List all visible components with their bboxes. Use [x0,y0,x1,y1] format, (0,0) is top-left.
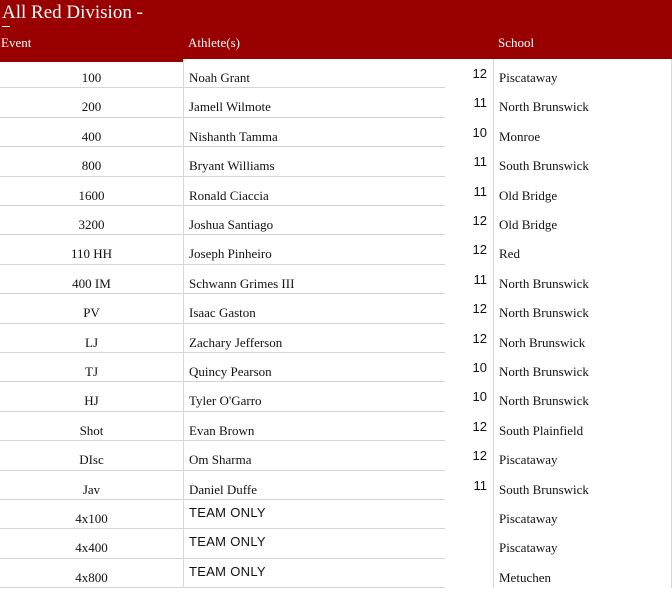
table-row [0,206,672,235]
athlete-cell: Tyler O'Garro [183,382,445,411]
table-row [0,324,672,353]
grade-cell: 11 [473,183,487,199]
table-row [0,559,672,588]
event-column-header: Event [1,35,32,50]
school-cell: North Brunswick [493,88,672,117]
table-row [0,441,672,470]
results-table [0,59,672,586]
grade-cell [445,529,493,558]
event-cell: 1600 [0,177,183,206]
event-cell: 110 HH [0,235,183,264]
grade-cell: 12 [472,242,487,258]
athlete-cell: TEAM ONLY [183,529,445,558]
table-row [0,500,672,529]
grade-cell [445,500,493,529]
title-underline [2,26,10,27]
school-cell: South Brunswick [493,471,672,500]
event-cell: 100 [0,59,183,88]
grade-cell [445,559,493,588]
school-cell: South Plainfield [493,412,672,441]
event-cell: 4x800 [0,559,183,588]
event-cell: TJ [0,353,183,382]
grade-cell: 12 [472,213,487,228]
athlete-cell: TEAM ONLY [183,559,445,588]
grade-cell: 12 [472,330,487,346]
grade-cell: 11 [473,477,487,493]
grade-cell: 12 [472,301,487,317]
school-column-header: School [498,35,535,50]
table-row [0,529,672,558]
event-cell: Jav [0,471,183,500]
grade-cell: 12 [472,66,487,81]
table-row [0,147,672,176]
athlete-cell: Nishanth Tamma [183,118,445,147]
athlete-cell: Zachary Jefferson [183,324,445,353]
event-cell: 4x100 [0,500,183,529]
school-cell: North Brunswick [493,265,672,294]
table-row [0,382,672,411]
grade-cell: 10 [472,360,487,375]
table-row [0,353,672,382]
school-cell: Piscataway [493,500,672,529]
table-row [0,88,672,117]
athlete-cell: Noah Grant [183,59,445,88]
event-cell: 200 [0,88,183,117]
athlete-cell: Isaac Gaston [183,294,445,323]
grade-cell: 12 [472,448,487,464]
table-row [0,59,672,88]
school-cell: Old Bridge [493,206,672,235]
athlete-cell: Om Sharma [183,441,445,470]
event-cell: 4x400 [0,529,183,558]
table-row [0,177,672,206]
school-cell: South Brunswick [493,147,672,176]
event-cell: LJ [0,324,183,353]
event-cell: Shot [0,412,183,441]
table-row [0,235,672,264]
event-cell: 3200 [0,206,183,235]
school-cell: Old Bridge [493,177,672,206]
page-title: All Red Division - [2,2,143,23]
school-cell: Norh Brunswick [493,324,672,353]
event-cell: HJ [0,382,183,411]
event-cell: 800 [0,147,183,176]
table-row [0,471,672,500]
athlete-cell: Jamell Wilmote [183,88,445,117]
school-cell: North Brunswick [493,382,672,411]
school-cell: Piscataway [493,529,672,558]
grade-cell: 12 [472,418,487,434]
school-cell: Monroe [493,118,672,147]
athlete-cell: Quincy Pearson [183,353,445,382]
event-cell: 400 [0,118,183,147]
event-cell: DIsc [0,441,183,470]
grade-cell: 11 [473,154,487,170]
athlete-cell: TEAM ONLY [183,500,445,529]
school-cell: Piscataway [493,441,672,470]
school-cell: Red [493,235,672,264]
grade-cell: 11 [473,271,487,287]
table-row [0,294,672,323]
athletes-column-header: Athlete(s) [188,35,240,50]
event-cell: 400 IM [0,265,183,294]
school-cell: North Brunswick [493,353,672,382]
athlete-cell: Joshua Santiago [183,206,445,235]
athlete-cell: Bryant Williams [183,147,445,176]
table-row [0,265,672,294]
athlete-cell: Joseph Pinheiro [183,235,445,264]
school-cell: Metuchen [493,559,672,588]
division-header [0,0,672,59]
event-cell: PV [0,294,183,323]
athlete-cell: Evan Brown [183,412,445,441]
school-cell: Piscataway [493,59,672,88]
table-row [0,118,672,147]
athlete-cell: Schwann Grimes III [183,265,445,294]
athlete-cell: Daniel Duffe [183,471,445,500]
table-row [0,412,672,441]
grade-cell: 11 [473,95,487,111]
athlete-cell: Ronald Ciaccia [183,177,445,206]
grade-cell: 10 [472,389,487,405]
grade-cell: 10 [472,124,487,140]
school-cell: North Brunswick [493,294,672,323]
